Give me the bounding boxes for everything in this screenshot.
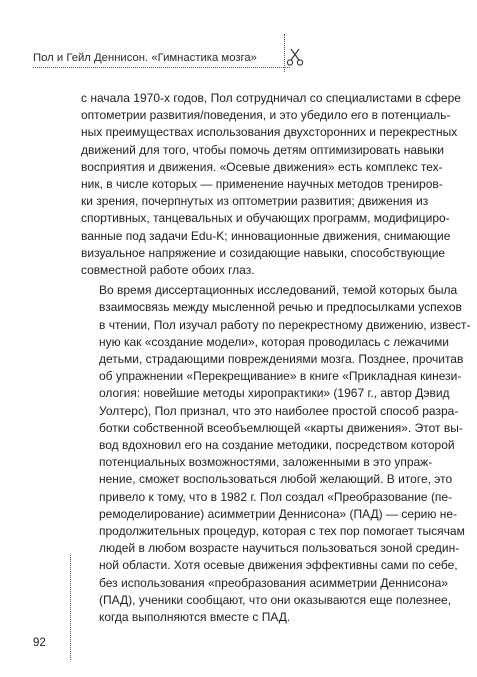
text-line: ник, в числе которых — применение научных методов трениров-	[81, 177, 443, 192]
text-line: Во время диссертационных исследований, темой которых была	[99, 283, 458, 298]
running-header	[33, 46, 283, 68]
text-line: потенциальных возможностями, заложенными в это упраж-	[99, 455, 433, 470]
text-line: ология: новейшие методы хиропрактики» (1967 г., автор Дэвид	[99, 386, 450, 401]
text-line: привело к тому, что в 1982 г. Пол создал «Преобразование (пе-	[99, 489, 453, 504]
text-line: ной области. Хотя осевые движения эффективны сами по себе,	[99, 558, 458, 573]
header-vertical-dotted-rule	[284, 34, 285, 72]
running-header-title: Пол и Гейл Деннисон. «Гимнастика мозга»	[33, 52, 257, 64]
text-line: нение, сможет воспользоваться любой желающий. В итоге, это	[99, 472, 453, 487]
text-line: совместной работе обоих глаз.	[81, 263, 255, 278]
page-number: 92	[33, 637, 46, 649]
margin-dotted-rule	[70, 555, 71, 660]
text-line: ки зрения, почерпнутых из оптометрии развития; движения из	[81, 194, 429, 209]
text-line: взаимосвязь между мысленной речью и предпосылками успехов	[99, 300, 462, 315]
paragraph-2	[81, 282, 471, 626]
text-line: об упражнении «Перекрещивание» в книге «Прикладная кинези-	[99, 369, 462, 384]
text-line: ную как «создание модели», которая проводилась с лежачими	[99, 334, 450, 349]
text-line: Уолтерс), Пол признал, что это наиболее простой способ разра-	[99, 403, 459, 418]
paragraph-1	[81, 90, 461, 279]
text-line: оптометрии развития/поведения, и это убедило его в потенциаль-	[81, 108, 451, 123]
text-line: движений для того, чтобы помочь детям оптимизировать навыки	[81, 142, 444, 157]
text-line: в чтении, Пол изучал работу по перекрестному движению, извест-	[99, 317, 471, 332]
text-line: спортивных, танцевальных и обучающих программ, модифициро-	[81, 211, 450, 226]
text-line: визуальное напряжение и созидающие навыки, способствующие	[81, 245, 446, 260]
text-line: ботки собственной всеобъемлющей «карты движения». Этот вы-	[99, 420, 463, 435]
text-line: вод вдохновил его на создание методики, посредством которой	[99, 438, 455, 453]
body-text	[81, 90, 471, 626]
text-line: ных преимуществах использования двухсторонних и перекрестных	[81, 125, 458, 140]
header-dotted-rule	[33, 67, 290, 68]
text-line: когда выполняются вместе с ПАД.	[99, 610, 291, 625]
text-line: восприятия и движения. «Осевые движения» есть комплекс тех-	[81, 159, 443, 174]
text-line: людей в любом возрасте научиться пользоваться зоной средин-	[99, 541, 460, 556]
text-line: ремоделирование) асимметрии Деннисона» (ПАД) — серию не-	[99, 506, 458, 521]
text-line: без использования «преобразования асимметрии Деннисона»	[99, 575, 448, 590]
text-line: детьми, страдающими повреждениями мозга. Позднее, прочитав	[99, 352, 464, 367]
text-line: (ПАД), ученики сообщают, что они оказываются еще полезнее,	[99, 592, 452, 607]
text-line: с начала 1970-х годов, Пол сотрудничал со специалистами в сфере	[81, 91, 461, 105]
text-line: ванные под задачи Edu-K; инновационные движения, снимающие	[81, 228, 451, 243]
scissors-icon	[287, 47, 307, 67]
text-line: продолжительных процедур, которая с тех пор помогает тысячам	[99, 524, 465, 539]
